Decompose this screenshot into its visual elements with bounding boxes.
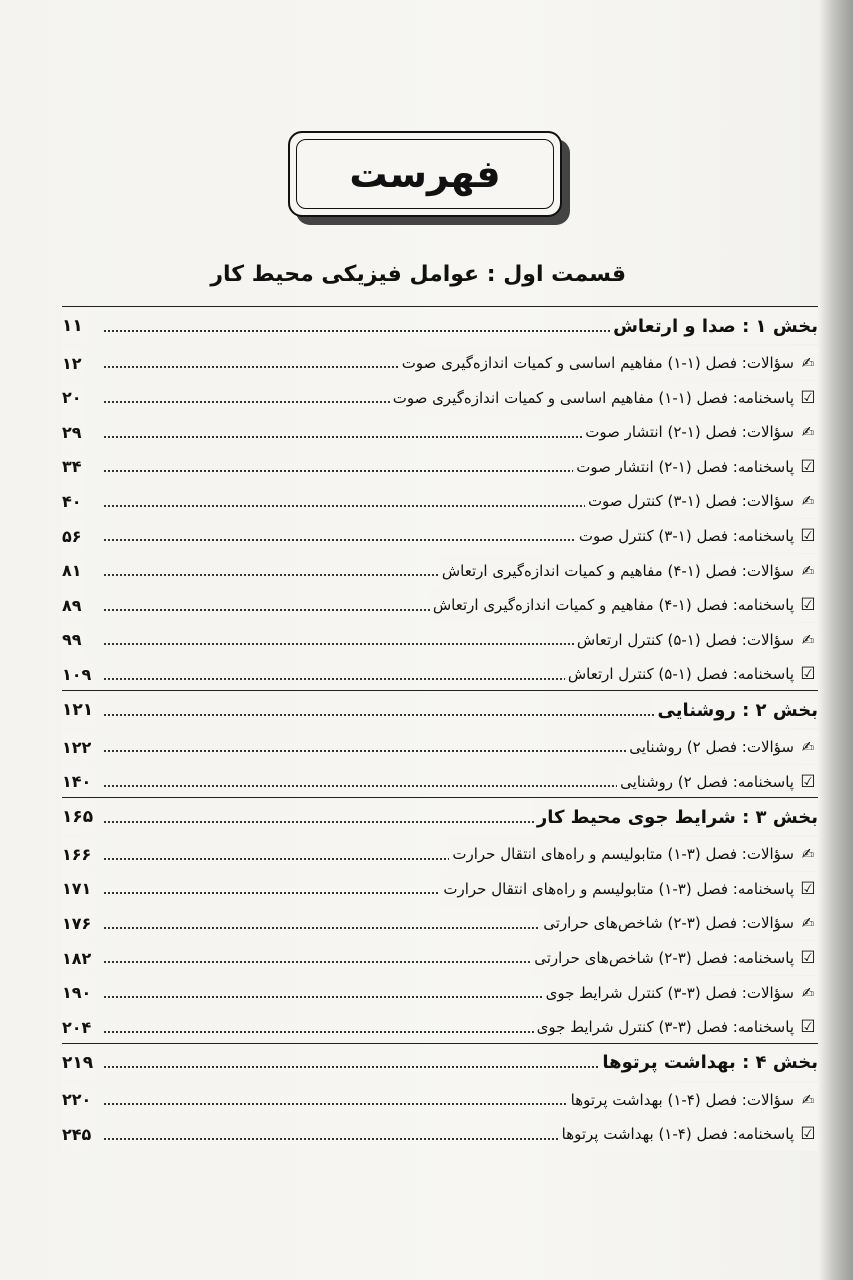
page-number: ۱۰۹	[62, 657, 95, 691]
page-number: ۱۱	[62, 308, 87, 344]
pencil-icon: ✍	[801, 630, 815, 649]
page-number: ۲۴۵	[62, 1117, 95, 1151]
page-number: ۱۲	[62, 346, 86, 380]
row-label-text: سؤالات: فصل (۴-۱) بهداشت پرتوها	[570, 1090, 794, 1109]
entry-title	[390, 381, 818, 415]
entry-title	[617, 765, 818, 799]
checkbox-icon: ☑	[800, 664, 816, 685]
toc-entry-row	[62, 1010, 818, 1044]
page-number: ۵۶	[62, 519, 86, 553]
toc-section-row	[62, 799, 818, 835]
row-label-text: پاسخنامه: فصل ۲) روشنایی	[620, 772, 794, 791]
page-number: ۱۴۰	[62, 765, 95, 799]
entry-title	[565, 657, 818, 691]
pencil-icon: ✍	[801, 561, 815, 580]
toc-entry-row	[62, 450, 818, 484]
entry-title	[440, 872, 818, 906]
toc-entry-row	[62, 484, 818, 518]
checkbox-icon: ☑	[800, 948, 816, 968]
row-label-text: پاسخنامه: فصل (۱-۴) مفاهیم و کمیات اندازه‌گیری ارتعاش	[432, 596, 794, 615]
entry-title	[585, 484, 818, 518]
toc-entry-row	[62, 1083, 818, 1117]
pencil-icon: ✍	[801, 845, 815, 864]
toc-entry-row	[62, 346, 818, 380]
section-title	[610, 308, 818, 344]
toc-entry-row	[62, 415, 818, 449]
checkbox-icon: ☑	[800, 595, 816, 616]
entry-title	[576, 519, 818, 553]
section-title	[534, 799, 818, 835]
page-number: ۱۲۱	[62, 692, 97, 728]
toc-entry-row	[62, 730, 818, 764]
checkbox-icon: ☑	[800, 456, 816, 477]
row-label-text: پاسخنامه: فصل (۳-۳) کنترل شرایط جوی	[536, 1018, 794, 1037]
toc-entry-row	[62, 519, 818, 553]
row-label-text: پاسخنامه: فصل (۳-۱) متابولیسم و راه‌های انتقال حرارت	[443, 879, 794, 898]
toc-entry-row	[62, 1117, 818, 1151]
toc-entry-row	[62, 837, 818, 871]
page-number: ۱۶۶	[62, 837, 95, 871]
page-number: ۲۰۴	[62, 1010, 95, 1044]
entry-title	[534, 1010, 818, 1044]
toc-entry-row	[62, 906, 818, 940]
row-label-text: بخش ۴ : بهداشت پرتوها	[602, 1052, 818, 1074]
toc-entry-row	[62, 381, 818, 415]
pencil-icon: ✍	[801, 914, 815, 933]
entry-title	[430, 588, 818, 622]
row-label-text: سؤالات: فصل (۱-۴) مفاهیم و کمیات اندازه‌گیری ارتعاش	[441, 561, 794, 580]
page-number: ۱۹۰	[62, 976, 95, 1010]
row-label-text: پاسخنامه: فصل (۱-۲) انتشار صوت	[576, 457, 794, 476]
row-label-text: سؤالات: فصل (۳-۱) متابولیسم و راه‌های انتقال حرارت	[452, 845, 794, 864]
row-label-text: سؤالات: فصل (۱-۵) کنترل ارتعاش	[576, 630, 794, 649]
row-label-text: پاسخنامه: فصل (۳-۲) شاخص‌های حرارتی	[534, 949, 794, 967]
pencil-icon: ✍	[801, 1090, 815, 1109]
entry-title	[449, 837, 818, 871]
entry-title	[439, 554, 818, 588]
toc-entry-row	[62, 588, 818, 622]
entry-title	[559, 1117, 818, 1151]
page-title: فهرست	[296, 139, 554, 209]
pencil-icon: ✍	[801, 738, 815, 756]
row-label-text: بخش ۱ : صدا و ارتعاش	[613, 315, 818, 337]
row-label-text: پاسخنامه: فصل (۱-۵) کنترل ارتعاش	[567, 665, 794, 684]
entry-title	[582, 415, 818, 449]
row-label-text: پاسخنامه: فصل (۴-۱) بهداشت پرتوها	[561, 1125, 794, 1144]
toc-entry-row	[62, 554, 818, 588]
entry-title	[573, 450, 818, 484]
page-number: ۱۷۱	[62, 872, 95, 906]
page-number: ۱۲۲	[62, 730, 95, 764]
row-label-text: سؤالات: فصل ۲) روشنایی	[629, 738, 794, 756]
checkbox-icon: ☑	[800, 1017, 816, 1038]
page-number: ۲۹	[62, 415, 86, 449]
row-label-text: سؤالات: فصل (۳-۳) کنترل شرایط جوی	[545, 983, 794, 1002]
checkbox-icon: ☑	[800, 878, 816, 899]
page-number: ۲۲۰	[62, 1083, 95, 1117]
page-number: ۲۱۹	[62, 1045, 97, 1081]
checkbox-icon: ☑	[800, 771, 816, 792]
checkbox-icon: ☑	[800, 526, 816, 546]
entry-title	[540, 906, 818, 940]
row-label-text: پاسخنامه: فصل (۱-۳) کنترل صوت	[578, 527, 794, 545]
toc-entry-row	[62, 872, 818, 906]
entry-title	[574, 623, 818, 657]
row-label-text: پاسخنامه: فصل (۱-۱) مفاهیم اساسی و کمیات اندازه‌گیری صوت	[392, 388, 794, 407]
section-divider	[62, 690, 818, 691]
section-title	[599, 1045, 818, 1081]
section-divider	[62, 797, 818, 798]
toc-entry-row	[62, 941, 818, 975]
title-box	[288, 131, 562, 217]
page-number: ۳۴	[62, 450, 86, 484]
entry-title	[626, 730, 818, 764]
toc-entry-row	[62, 976, 818, 1010]
entry-title	[568, 1083, 818, 1117]
row-label-text: بخش ۲ : روشنایی	[657, 699, 818, 721]
section-title	[654, 692, 818, 728]
entry-title	[531, 941, 818, 975]
page-number: ۱۶۵	[62, 799, 97, 835]
toc-entry-row	[62, 765, 818, 799]
page-number: ۴۰	[62, 484, 86, 518]
pencil-icon: ✍	[801, 492, 815, 511]
row-label-text: سؤالات: فصل (۱-۱) مفاهیم اساسی و کمیات اندازه‌گیری صوت	[401, 354, 794, 372]
section-divider	[62, 306, 818, 307]
row-label-text: سؤالات: فصل (۳-۲) شاخص‌های حرارتی	[543, 914, 794, 933]
row-label-text: سؤالات: فصل (۱-۲) انتشار صوت	[585, 423, 794, 442]
page-number: ۸۹	[62, 588, 86, 622]
page-number: ۱۷۶	[62, 906, 95, 940]
pencil-icon: ✍	[801, 983, 815, 1002]
toc-section-row	[62, 692, 818, 728]
entry-title	[543, 976, 818, 1010]
page-number: ۲۰	[62, 381, 86, 415]
page-number: ۹۹	[62, 623, 86, 657]
checkbox-icon: ☑	[800, 387, 816, 408]
toc-entry-row	[62, 657, 818, 691]
pencil-icon: ✍	[801, 354, 815, 372]
checkbox-icon: ☑	[800, 1124, 816, 1145]
pencil-icon: ✍	[801, 423, 815, 442]
row-label-text: سؤالات: فصل (۱-۳) کنترل صوت	[587, 492, 794, 511]
toc-entry-row	[62, 623, 818, 657]
section-divider	[62, 1043, 818, 1044]
toc-section-row	[62, 308, 818, 344]
part-title: قسمت اول : عوامل فیزیکی محیط کار	[210, 262, 626, 287]
page-number: ۸۱	[62, 554, 86, 588]
row-label-text: بخش ۳ : شرایط جوی محیط کار	[536, 806, 818, 828]
page-number: ۱۸۲	[62, 941, 95, 975]
entry-title	[399, 346, 818, 380]
toc-section-row	[62, 1045, 818, 1081]
